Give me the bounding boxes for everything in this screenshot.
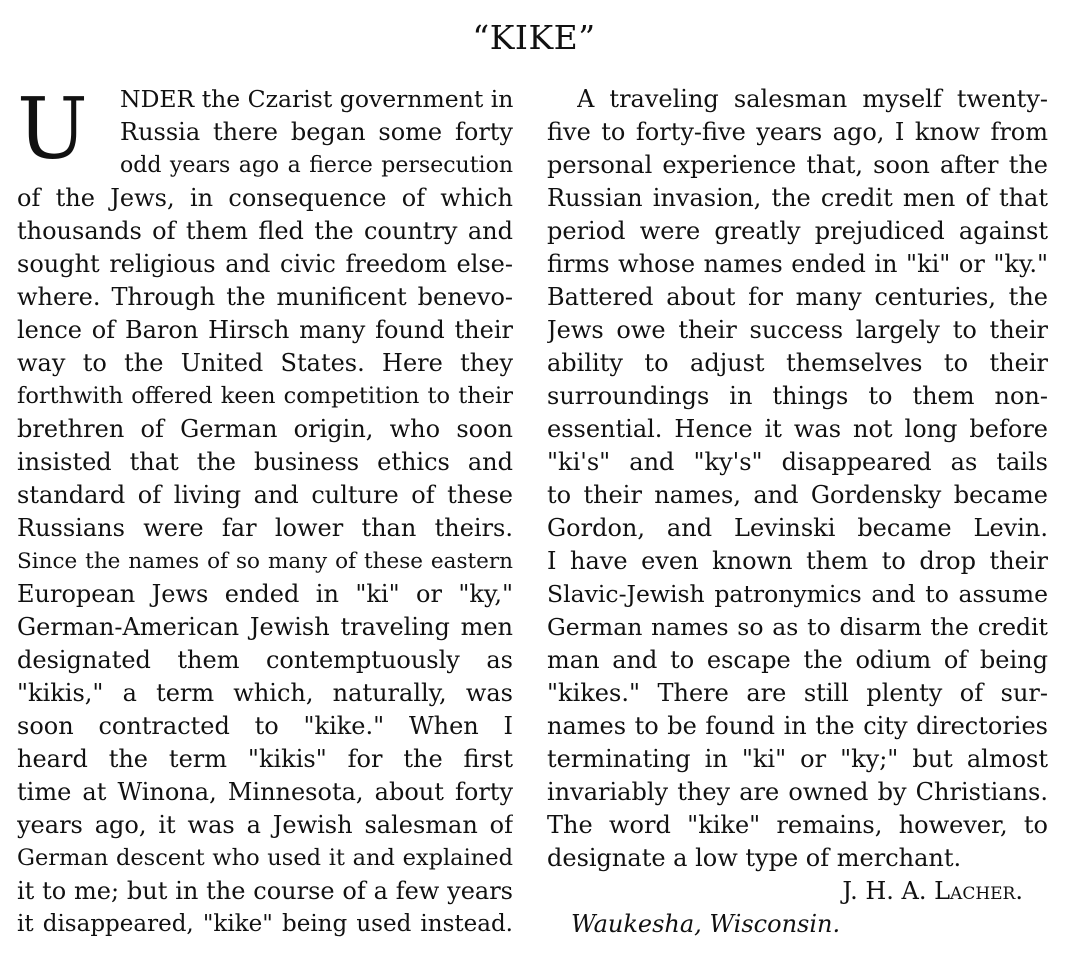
text-line: "ki's" and "ky's" disappeared as tails [547,448,1048,476]
text-line: five to forty-five years ago, I know from [547,118,1048,146]
text-line: "kikis," a term which, naturally, was [17,679,513,707]
text-line: terminating in "ki" or "ky;" but almost [547,745,1048,773]
text-line: NDER the Czarist government in [120,85,513,113]
text-line: essential. Hence it was not long before [547,415,1048,443]
text-line: of the Jews, in consequence of which [17,184,513,212]
text-line: it disappeared, "kike" being used instead. [17,911,513,937]
text-line: Russian invasion, the credit men of that [547,184,1048,212]
text-line: names to be found in the city directories [547,712,1048,740]
text-line: sought religious and civic freedom else- [17,250,513,278]
text-line: Battered about for many centuries, the [547,283,1048,311]
text-line: Russians were far lower than theirs. [17,514,513,542]
text-line: soon contracted to "kike." When I [17,712,513,740]
text-line: The word "kike" remains, however, to [547,811,1048,839]
text-line: German-American Jewish traveling men [17,613,513,641]
text-line: time at Winona, Minnesota, about forty [17,778,513,806]
text-line: "kikes." There are still plenty of sur- [547,679,1048,707]
text-line: man and to escape the odium of being [547,646,1048,674]
text-line: German names so as to disarm the credit [547,613,1048,641]
text-line: Slavic-Jewish patronymics and to assume [547,580,1048,608]
text-line: designated them contemptuously as [17,646,513,674]
text-line: heard the term "kikis" for the first [17,745,513,773]
text-line: years ago, it was a Jewish salesman of [17,811,513,839]
text-line: Jews owe their success largely to their [547,316,1048,344]
text-line: odd years ago a fierce persecution [120,153,513,178]
author-signature: J. H. A. Lacher. [842,877,1023,905]
text-line: standard of living and culture of these [17,481,513,509]
text-line: way to the United States. Here they [17,349,513,377]
text-line: invariably they are owned by Christians. [547,778,1048,806]
text-line: Gordon, and Levinski became Levin. [547,514,1048,542]
text-line: designate a low type of merchant. [547,844,962,872]
text-line: period were greatly prejudiced against [547,217,1048,245]
left-column [17,83,513,941]
text-line: German descent who used it and explained [17,845,513,871]
text-line: to their names, and Gordensky became [547,481,1048,509]
text-line: insisted that the business ethics and [17,448,513,476]
text-line: forthwith offered keen competition to their [17,383,513,409]
text-line: personal experience that, soon after the [547,151,1048,179]
text-line: A traveling salesman myself twenty- [577,85,1048,113]
right-column [547,83,1048,941]
text-line: brethren of German origin, who soon [17,415,513,443]
text-line: Since the names of so many of these eastern [17,549,513,574]
text-line: European Jews ended in "ki" or "ky," [17,580,513,608]
text-line: it to me; but in the course of a few years [17,877,513,905]
text-line: Russia there began some forty [120,118,513,146]
text-line: lence of Baron Hirsch many found their [17,316,513,344]
drop-cap: U [17,83,88,175]
text-line: thousands of them fled the country and [17,217,513,245]
text-line: firms whose names ended in "ki" or "ky." [547,250,1048,278]
author-location: Waukesha, Wisconsin. [571,910,841,938]
text-line: I have even known them to drop their [547,547,1048,575]
text-line: ability to adjust themselves to their [547,349,1048,377]
article-title: “KIKE” [472,18,596,57]
text-line: where. Through the munificent benevo- [17,283,513,311]
text-line: surroundings in things to them non- [547,382,1048,410]
